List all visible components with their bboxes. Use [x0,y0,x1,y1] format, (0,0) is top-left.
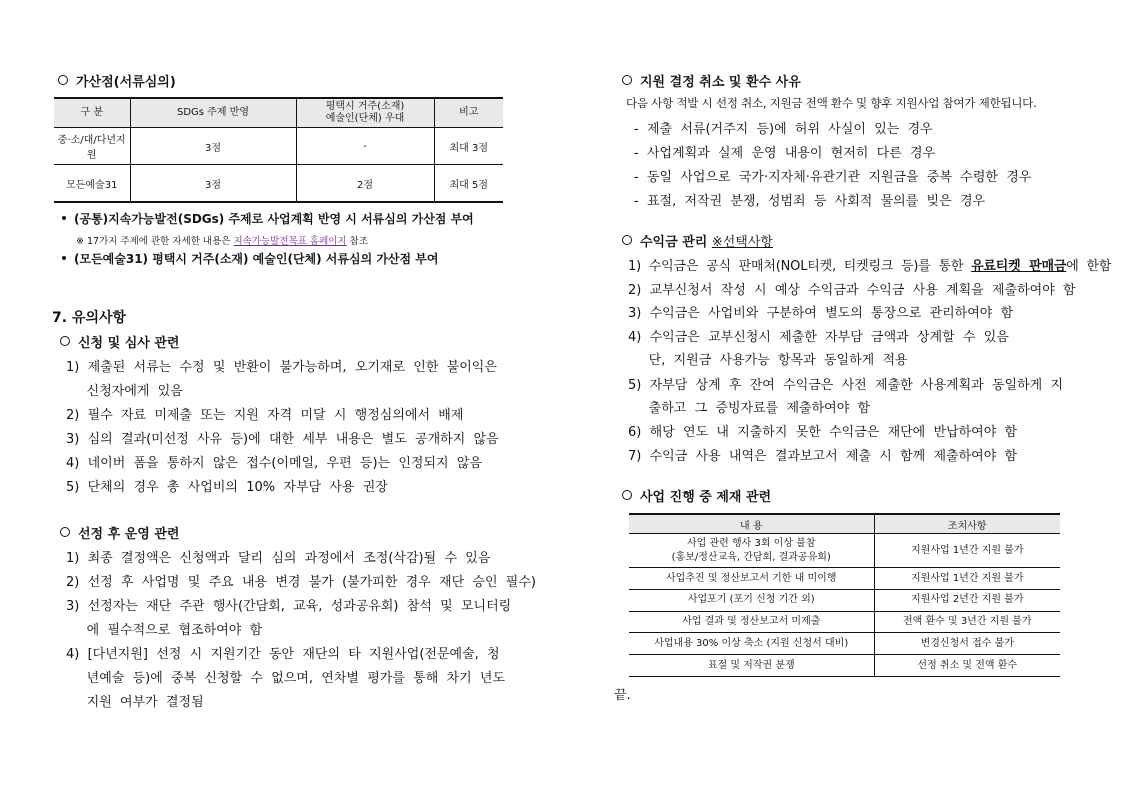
end-mark: 끝. [614,688,631,703]
table-cell: - [296,128,434,165]
table-header-cell: 평택시 거주(소재) 예술인(단체) 우대 [296,98,434,128]
table-cell: 사업포기 (포기 신청 기간 외) [629,589,874,611]
list-item: 4) [다년지원] 선정 시 지원기간 동안 재단의 타 지원사업(전문예술, 청 [66,647,500,662]
table-cell: 2점 [296,165,434,203]
bullet-item: (공통)지속가능발전(SDGs) 주제로 사업계획 반영 시 서류심의 가산점 부여 [62,210,474,227]
list-item: 에 필수적으로 협조하여야 함 [66,623,263,638]
hollow-circle-icon [58,75,68,85]
application-review-heading: 신청 및 심사 관련 [60,332,179,351]
table-header-row [629,514,1060,534]
table-header-cell: 구 분 [54,98,130,128]
section-7-heading: 7. 유의사항 [52,310,127,326]
table-cell: 최대 3점 [434,128,503,165]
table-row [629,655,1060,677]
bullet-item: (모든예술31) 평택시 거주(소재) 예술인(단체) 서류심의 가산점 부여 [62,250,438,267]
table-header-cell: SDGs 주제 반영 [130,98,296,128]
bullet-dot-icon [62,256,66,260]
bullet-dot-icon [62,216,66,220]
table-header-cell: 조치사항 [874,514,1060,534]
hollow-circle-icon [622,75,632,85]
sdgs-homepage-link[interactable]: 지속가능발전목표 홈페이지 [233,236,347,247]
list-item: 지원 여부가 결정됨 [66,695,204,710]
table-cell: 전액 환수 및 3년간 지원 불가 [874,611,1060,633]
list-item: - 사업계획과 실제 운영 내용이 현저히 다른 경우 [634,146,936,161]
table-header-cell: 내 용 [629,514,874,534]
table-cell: 사업 관련 행사 3회 이상 불참 (홍보/정산교육, 간담회, 결과공유회) [629,534,874,568]
table-cell: 모든예술31 [54,165,130,203]
table-cell: 3점 [130,165,296,203]
hollow-circle-icon [622,235,632,245]
list-item: 1) 수익금은 공식 판매처(NOL티켓, 티켓링크 등)를 통한 유료티켓 판매금에 한함 [628,259,1112,274]
list-item: 3) 수익금은 사업비와 구분하여 별도의 통장으로 관리하여야 함 [628,306,1014,321]
list-item: 1) 제출된 서류는 수정 및 반환이 불가능하며, 오기재로 인한 불이익은 [66,360,497,375]
list-item: 출하고 그 증빙자료를 제출하여야 함 [628,401,871,416]
cancel-section-heading: 지원 결정 취소 및 환수 사유 [622,71,801,90]
sanction-table [629,513,1060,677]
list-item: 년예술 등)에 중복 신청할 수 없으며, 연차별 평가를 통해 차기 년도 [66,671,506,686]
post-selection-heading: 선정 후 운영 관련 [60,523,179,542]
table-cell: 선정 취소 및 전액 환수 [874,655,1060,677]
list-item: 단, 지원금 사용가능 항목과 동일하게 적용 [628,353,908,368]
table-cell: 3점 [130,128,296,165]
hollow-circle-icon [60,336,70,346]
list-item: 3) 선정자는 재단 주관 행사(간담회, 교육, 성과공유회) 참석 및 모니터링 [66,599,512,614]
table-cell: 지원사업 2년간 지원 불가 [874,589,1060,611]
table-row [54,165,503,203]
sanction-section-heading: 사업 진행 중 제재 관련 [622,486,771,505]
hollow-circle-icon [60,527,70,537]
list-item: - 제출 서류(거주지 등)에 허위 사실이 있는 경우 [634,122,933,137]
optional-note: ※선택사항 [711,235,773,250]
table-cell: 변경신청서 접수 불가 [874,633,1060,655]
list-item: 4) 네이버 폼을 통하지 않은 접수(이메일, 우편 등)는 인정되지 않음 [66,456,482,471]
table-cell: 사업 결과 및 정산보고서 미제출 [629,611,874,633]
table-header-row [54,98,503,128]
hollow-circle-icon [622,490,632,500]
list-item: 5) 자부담 상계 후 잔여 수익금은 사전 제출한 사용계획과 동일하게 지 [628,378,1064,393]
list-item: 2) 교부신청서 작성 시 예상 수익금과 수익금 사용 계획을 제출하여야 함 [628,283,1076,298]
note-line: ※ 17가지 주제에 관한 자세한 내용은 지속가능발전목표 홈페이지 참조 [76,236,368,247]
table-cell: 최대 5점 [434,165,503,203]
table-row [629,611,1060,633]
table-row [629,589,1060,611]
table-cell: 지원사업 1년간 지원 불가 [874,534,1060,568]
revenue-section-heading: 수익금 관리 ※선택사항 [622,231,773,250]
list-item: 7) 수익금 사용 내역은 결과보고서 제출 시 함께 제출하여야 함 [628,449,1018,464]
list-item: 1) 최종 결정액은 신청액과 달리 심의 과정에서 조정(삭감)될 수 있음 [66,551,491,566]
list-item: 6) 해당 연도 내 지출하지 못한 수익금은 재단에 반납하여야 함 [628,425,1018,440]
bonus-section-heading: 가산점(서류심의) [58,71,176,90]
list-item: 2) 선정 후 사업명 및 주요 내용 변경 불가 (불가피한 경우 재단 승인 필수) [66,575,536,590]
list-item: 5) 단체의 경우 총 사업비의 10% 자부담 사용 권장 [66,480,388,495]
table-row [629,534,1060,568]
list-item: 2) 필수 자료 미제출 또는 지원 자격 미달 시 행정심의에서 배제 [66,408,464,423]
table-row [54,128,503,165]
table-row [629,568,1060,590]
table-cell: 사업내용 30% 이상 축소 (지원 신청서 대비) [629,633,874,655]
list-item: 4) 수익금은 교부신청시 제출한 자부담 금액과 상계할 수 있음 [628,330,1009,345]
table-cell: 중·소/대/다년지원 [54,128,130,165]
table-cell: 지원사업 1년간 지원 불가 [874,568,1060,590]
cancel-intro-text: 다음 사항 적발 시 선정 취소, 지원금 전액 환수 및 향후 지원사업 참여가 제한됩니다. [626,96,1037,110]
list-item: - 표절, 저작권 분쟁, 성범죄 등 사회적 물의를 빚은 경우 [634,194,986,209]
table-row [629,633,1060,655]
bonus-score-table [54,97,503,203]
table-cell: 사업추진 및 정산보고서 기한 내 미이행 [629,568,874,590]
list-item: - 동일 사업으로 국가·지자체·유관기관 지원금을 중복 수령한 경우 [634,170,1032,185]
list-item: 3) 심의 결과(미선정 사유 등)에 대한 세부 내용은 별도 공개하지 않음 [66,432,499,447]
table-cell: 표절 및 저작권 분쟁 [629,655,874,677]
list-item: 신청자에게 있음 [66,384,183,399]
table-header-cell: 비고 [434,98,503,128]
